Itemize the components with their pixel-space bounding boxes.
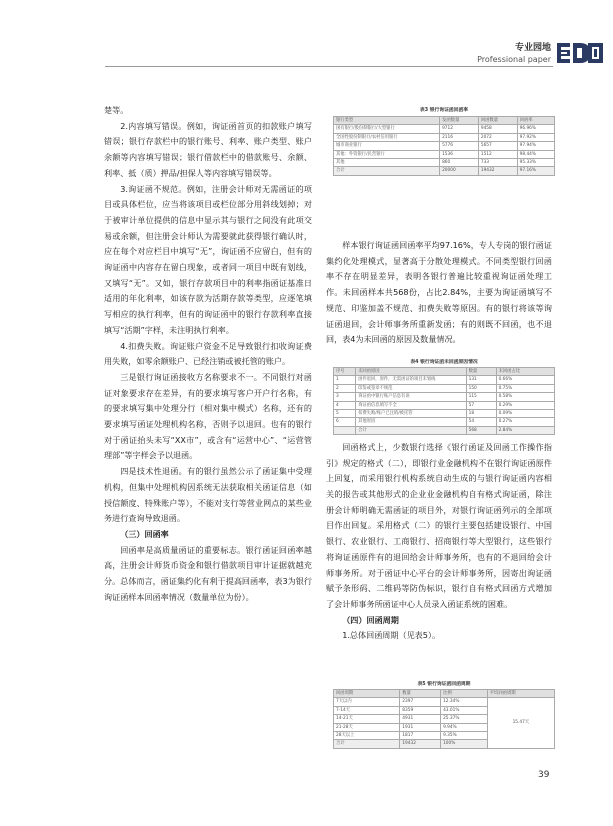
table-cell: 合计 <box>334 167 440 175</box>
table-cell: 2397 <box>400 698 441 706</box>
table-cell: 131 <box>466 376 496 384</box>
table-cell: 18 <box>466 410 496 418</box>
table-cell: 平均回函周期 <box>487 690 554 698</box>
table-cell: 7天以内 <box>334 698 400 706</box>
table-cell: 5776 <box>440 142 479 150</box>
paragraph: 楚等。 <box>104 105 129 115</box>
table-cell: 0.58% <box>496 393 554 401</box>
table-cell: 询证函信息填写不全 <box>356 401 467 409</box>
table-cell: 19432 <box>400 740 441 748</box>
table-row <box>334 167 555 175</box>
paragraph: 三是银行询证函接收方名称要求不一。不同银行对函证对象要求存在差异，有的要求填写客户开户行名称，有的要求填写集中处理分行（相对集中模式）名称，还有的要求填写函证处理机构名称，否则予以退回。也有的银行对于函证抬头未写“XX市”，或含有“运营中心”、“运营管理部”等字样会予以退函。 <box>104 371 312 461</box>
table-cell: 1512 <box>478 150 517 158</box>
page-number: 39 <box>538 770 550 780</box>
header-rule <box>105 66 553 67</box>
table-cell: 1817 <box>400 732 441 740</box>
table-row <box>334 393 555 401</box>
table-cell: 5 <box>334 410 356 418</box>
table-cell: 115 <box>466 393 496 401</box>
table-cell <box>334 426 356 434</box>
table-cell: 150 <box>466 384 496 392</box>
table-cell: 比例 <box>441 690 488 698</box>
table-row <box>334 690 555 698</box>
table-cell: 6 <box>334 418 356 426</box>
table-cell: 4 <box>334 401 356 409</box>
table-cell: 97.94% <box>517 142 554 150</box>
table-cell: 96.96% <box>517 125 554 133</box>
left-column <box>104 103 312 606</box>
table-cell: 印鉴或签章不规范 <box>356 384 467 392</box>
table-cell: 扣费失败/账户已注销/被托管 <box>356 410 467 418</box>
section-heading: （三）回函率 <box>120 528 169 539</box>
table3-caption: 表3 银行询证函回函率 <box>419 108 469 113</box>
table-cell: 9458 <box>478 125 517 133</box>
table-cell: 1 <box>334 376 356 384</box>
paragraph: 样本银行询证函回函率平均97.16%，专人专岗的银行函证集约化处理模式，显著高于分散处理模式。不同类型银行回函率不存在明显差异，表明各银行普遍比较重视询证函处理工作。未回函样本共568份，占比2.84%，主要为询证函填写不规范、印鉴加盖不规范、扣费失败等原因。有的银行将该等询证函退回，会计师事务所重新发函；有的则既不回函，也不退回，表4为未回函的原因及数量情况。 <box>326 240 552 345</box>
journal-logo-icon <box>556 41 604 65</box>
paragraph: 2.内容填写错误。例如，询证函首页的扣款账户填写错误；银行存款栏中的银行账号、利率、账户类型、账户余额等内容填写错误；银行借款栏中的借款账号、余额、利率、抵（质）押品/担保人等内容填写错误等。 <box>104 120 312 178</box>
table-cell: 19432 <box>478 167 517 175</box>
table-cell: 20000 <box>440 167 479 175</box>
table-cell: 城市商业银行 <box>334 142 440 150</box>
table-cell: 5657 <box>478 142 517 150</box>
table-row <box>334 368 555 376</box>
table-cell: 0.66% <box>496 376 554 384</box>
column-title-en: Professional paper <box>477 55 551 64</box>
table4 <box>333 367 555 435</box>
table-cell: 2.84% <box>496 426 554 434</box>
table-cell: 国有银行/股份制银行/大型银行 <box>334 125 440 133</box>
table-cell: 54 <box>466 418 496 426</box>
table-cell: 1931 <box>400 723 441 731</box>
table-cell: 数量 <box>466 368 496 376</box>
table-cell: 询证函中银行账户信息有误 <box>356 393 467 401</box>
section-heading: （四）回函周期 <box>342 614 399 625</box>
table-cell: 568 <box>466 426 496 434</box>
table-cell: 14-21天 <box>334 715 400 723</box>
table-cell: 0.09% <box>496 410 554 418</box>
table-cell: 全国性股份制银行/农村信用银行 <box>334 133 440 141</box>
table-cell: 发函数量 <box>440 117 479 125</box>
table-cell: 98.44% <box>517 150 554 158</box>
right-column <box>326 238 552 644</box>
table-cell: 其他原因 <box>356 418 467 426</box>
table-cell: 100% <box>441 740 488 748</box>
table-cell: 21-28天 <box>334 723 400 731</box>
table-cell: 序号 <box>334 368 356 376</box>
table-cell: 0.27% <box>496 418 554 426</box>
paragraph: 回函格式上，少数银行选择《银行函证及回函工作操作指引》规定的格式（二），即银行业金融机构不在银行询证函原件上回复，而采用银行机构系统自动生成的与银行询证函内容相关的报告或其他形式的企业业金融机构自有格式询证函，除注册会计师明确无需函证的项目外，对银行询证函列示的全部项目作出回复。采用格式（二）的银行主要包括建设银行、中国银行、农业银行、工商银行、招商银行等大型银行，这些银行将询证函原件有的退回给会计师事务所，也有的不退回给会计师事务所。对于函证中心平台的会计师事务所，因寄出询证函赋予条形码、二维码等防伪标识，银行自有格式回函方式增加了会计师事务所函证中心人员录入函证系统的困难。 <box>326 441 552 609</box>
table-row <box>334 133 555 141</box>
table-cell: 回函周期 <box>334 690 400 698</box>
table-cell: 57 <box>466 401 496 409</box>
paragraph: 4.扣费失败。询证账户资金不足导致银行扣收询证费用失败，如零余额账户、已经注销或被托管的账户。 <box>104 340 312 367</box>
table-cell: 合计 <box>356 426 467 434</box>
table-row <box>334 698 555 706</box>
table5-caption: 表5 银行询证函回函周期 <box>417 682 471 687</box>
table-row <box>334 142 555 150</box>
table-cell: 合计 <box>334 740 400 748</box>
table-cell: 8359 <box>400 706 441 714</box>
table-cell: 95.33% <box>517 159 554 167</box>
table-cell: 0.29% <box>496 401 554 409</box>
table-row <box>334 376 555 384</box>
table-cell: 860 <box>440 159 479 167</box>
paragraph: 回函率是高质量函证的重要标志。银行函证回函率越高，注册会计师货币资金和银行借款项目审计证据就越充分。总体而言，函证集约化有利于提高回函率，表3为银行询证函样本回函率情况（数量单位为份）。 <box>104 544 312 602</box>
table-row <box>334 426 555 434</box>
table-cell: 未回函占比 <box>496 368 554 376</box>
page-header <box>477 42 551 66</box>
table-cell: 9.35% <box>441 732 488 740</box>
table-cell: 15.47天 <box>487 698 554 748</box>
table-cell: 43.01% <box>441 706 488 714</box>
table-cell: 12.34% <box>441 698 488 706</box>
table-row <box>334 159 555 167</box>
table-cell: 未回函原因 <box>356 368 467 376</box>
paragraph: 3.询证函不规范。例如，注册会计师对无需函证的项目或具体栏位，应当将该项目或栏位部分用斜线划掉；对于被审计单位提供的信息中显示其与银行之间没有此项交易或余额，但注册会计师认为需要就此获得银行确认时，应在每个对应栏目中填写“无”，询证函不应留白，但有的询证函中内容存在留白现象，或者同一项目中既有划线，又填写“无”。又如，银行存款项目中的利率指函证基准日适用的年化利率，如该存款为活期存款等类型，应逐笔填写相应的执行利率，但有的询证函中的银行存款利率直接填写“活期”字样，未注明执行利率。 <box>104 183 312 335</box>
table-cell: 2 <box>334 384 356 392</box>
table-cell: 4931 <box>400 715 441 723</box>
paragraph: 1.总体回函周期（见表5）。 <box>342 630 441 641</box>
table-cell: 回函数量 <box>478 117 517 125</box>
table-cell: 其他 <box>334 159 440 167</box>
table-row <box>334 125 555 133</box>
table-row <box>334 401 555 409</box>
table-cell: 回函率 <box>517 117 554 125</box>
table-cell: 28天以上 <box>334 732 400 740</box>
table5 <box>333 689 555 749</box>
table-row <box>334 117 555 125</box>
table4-caption: 表4 银行询证函未回函原因情况 <box>410 360 478 365</box>
table-cell: 数量 <box>400 690 441 698</box>
table-cell: 7-14天 <box>334 706 400 714</box>
table-cell: 其他：外资银行/民营银行 <box>334 150 440 158</box>
paragraph: 四是技术性退函。有的银行虽然公示了函证集中受理机构，但集中处理机构因系统无法获取相关函证信息（如授信额度、特殊账户等），不能对支行等营业网点的某些业务进行查询导致退函。 <box>104 466 312 524</box>
table-cell: 函件退回，原件，无需函证的项目未划线 <box>356 376 467 384</box>
table-row <box>334 410 555 418</box>
column-title-cn: 专业园地 <box>514 43 551 53</box>
table-row <box>334 418 555 426</box>
table-cell: 2116 <box>440 133 479 141</box>
table-cell: 2072 <box>478 133 517 141</box>
table-cell: 9712 <box>440 125 479 133</box>
table-cell: 97.92% <box>517 133 554 141</box>
table-row <box>334 150 555 158</box>
table-cell: 1536 <box>440 150 479 158</box>
table-cell: 9.94% <box>441 723 488 731</box>
table-cell: 733 <box>478 159 517 167</box>
table-cell: 0.75% <box>496 384 554 392</box>
table-cell: 25.37% <box>441 715 488 723</box>
table-cell: 97.16% <box>517 167 554 175</box>
table3 <box>333 116 555 176</box>
table-cell: 银行类型 <box>334 117 440 125</box>
table-cell: 3 <box>334 393 356 401</box>
table-row <box>334 384 555 392</box>
